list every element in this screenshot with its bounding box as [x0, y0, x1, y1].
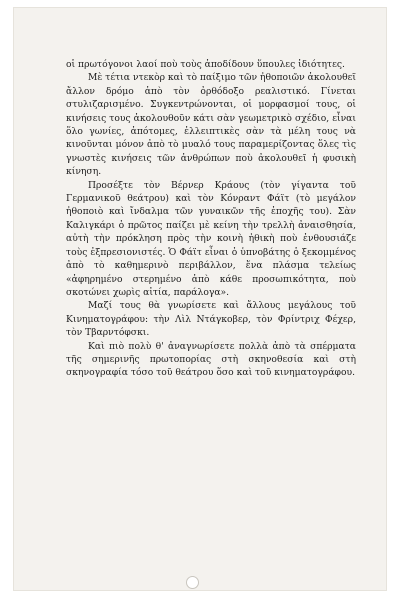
paragraph-4: Μαζί τους θὰ γνωρίσετε καὶ ἄλλους μεγάλους τοῦ Κινηματογράφου: τὴν Λὶλ Ντάγκοβερ, τὸν Φρίντριχ Φέχερ, τὸν Τβαρντόφσκι. — [66, 300, 356, 339]
paragraph-3: Προσέξτε τὸν Βέρνερ Κράους (τὸν γίγαντα τοῦ Γερμανικοῦ θεάτρου) καὶ τὸν Κόνραντ Φάϊτ (τὸ μεγάλον ἠθοποιὸ καὶ ἴνδαλμα τῶν γυναικῶν τῆς ἐποχῆς του). Σὰν Καλιγκάρι ὁ πρῶτος παίζει μὲ κείνη τὴν τρελλὴ ἀναισθησία, αὐτὴ τὴν πρόκληση πρὸς τὴν κοινὴ ἠθικὴ ποὺ ἐνθουσιάζε τοὺς ἐξπρεσιονιστές. Ὁ Φάϊτ εἶναι ὁ ὑπνοβάτης ὁ ξεκομμένος ἀπὸ τὸ καθημερινὸ περιβάλλον, ἕνα πλάσμα τελείως «ἀφηρημένο στερημένο ἀπὸ κάθε προσωπικότητα, ποὺ σκοτώνει χωρὶς αἰτία, παράλογα». — [66, 179, 356, 298]
paragraph-1: οἱ πρωτόγονοι λαοί ποὺ τοὺς ἀποδίδουν ὕπουλες ἰδιότητες. — [66, 59, 345, 70]
paragraph-5: Καὶ πιὸ πολὺ θ' ἀναγνωρίσετε πολλὰ ἀπὸ τὰ σπέρματα τῆς σημερινῆς πρωτοπορίας στὴ σκηνοθεσία καὶ στὴ σκηνογραφία τόσο τοῦ θεάτρου ὅσο καὶ τοῦ κινηματογράφου. — [66, 340, 356, 379]
binding-hole-icon — [186, 576, 199, 589]
paragraph-2: Μὲ τέτια ντεκὸρ καὶ τὸ παίξιμο τῶν ἠθοποιῶν ἀκολουθεῖ ἄλλον δρόμο ἀπὸ τὸν ὀρθόδοξο ρεαλιστικό. Γίνεται στυλιζαρισμένο. Συγκεντρώνονται, οἱ μορφασμοί τους, οἱ κινήσεις τους ἀκολουθοῦν κάτι σὰν γεωμετρικὸ σχέδιο, εἶναι ὅλο γωνίες, ἀπότομες, ἐλλειπτικὲς σὰν τὰ μέλη τους νὰ κινοῦνται μόνον ἀπὸ τὸ μυαλό τους παραμερίζοντας ὅλες τὶς γνωστὲς κινήσεις τῶν ἀνθρώπων ποὺ ἀκολουθεῖ ἡ φυσικὴ κίνηση. — [66, 72, 356, 178]
body-text — [66, 58, 356, 380]
document-page — [14, 8, 386, 590]
